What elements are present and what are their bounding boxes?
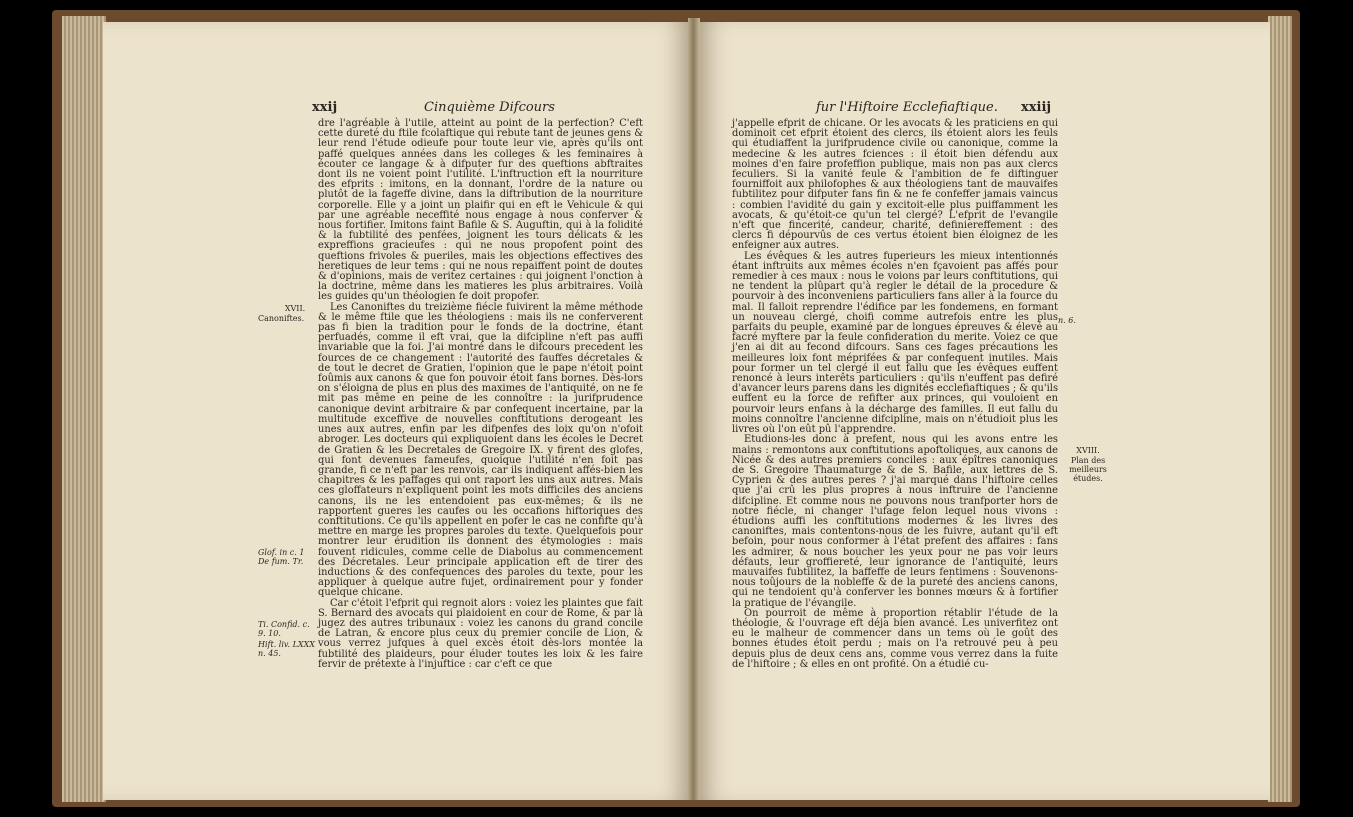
left-page-number: xxij	[312, 100, 338, 115]
left-running-title: Cinquième Difcours	[424, 100, 555, 115]
book-gutter	[688, 18, 700, 800]
right-page-number: xxiij	[1021, 100, 1052, 115]
right-paragraph-2: Les évêques & les autres fuperieurs les mieux intentionnés étant inftruits aux mêmes écoles n'en fçavoient pas affés pour remedier à ces maux : nous le voions par leurs conftitutions, qui ne tendent la plûpart qu'à regler le détail de la procedure & pourvoir à des inconveniens particuliers fans aller à la fource du mal. Il falloit reprendre l'édifice par les fondemens, en formant un nouveau clergé, choifi comme autrefois entre les plus parfaits du peuple, examiné par de longues épreuves & élevé au facré myftere par la feule confideration du merite. Voiez ce que j'en ai dit au fecond difcours. Sans ces fages précautions les meilleures loix font méprifées & par confequent inutiles. Mais pour former un tel clergé il eut fallu que les évêques euffent renoncé à leurs interêts particuliers : qu'ils n'euffent pas defiré d'avancer leurs parens dans les dignités ecclefiaftiques ; & qu'ils euffent eu la force de refifter aux princes, qui vouloient en pourvoir leurs enfans à la décharge des familles. Il eut fallu du moins connoître l'ancienne difcipline, mais on n'étudioit plus les livres où l'on eût pû l'apprendre.	[732, 250, 1059, 436]
right-margin-section-title: Plan des meilleurs études.	[1069, 456, 1107, 483]
left-text-block	[318, 119, 643, 670]
right-text-block	[732, 119, 1058, 670]
page-edges-right	[1268, 16, 1292, 802]
left-margin-hist-note: Hift. liv. LXXX n. 45.	[258, 640, 315, 658]
right-paragraph-4: On pourroit de même à proportion rétablir l'étude de la théologie, & l'ouvrage eft déja bien avancé. Les univerfitez ont eu le malheur de commencer dans un tems où le goût des bonnes études étoit perdu ; mais on l'a retrouvé peu à peu depuis plus de deux cens ans, comme vous verrez dans la fuite de l'hiftoire ; & elles en ont profité. On a étudié cu-	[732, 607, 1058, 670]
right-paragraph-3: Etudions-les donc à prefent, nous qui les avons entre les mains : remontons aux conftitutions apoftoliques, aux canons de Nicée & des autres premiers conciles : aux épîtres canoniques de S. Gregoire Thaumaturge & de S. Bafile, aux lettres de S. Cyprien & des autres peres ? j'ai marqué dans l'hiftoire celles que j'ai crû les plus propres à nous inftruire de l'ancienne difcipline. Et comme nous ne pouvons nous tranfporter hors de notre fiécle, ni changer l'ufage felon lequel nous vivons : étudions auffi les conftitutions modernes & les livres des canoniftes, mais contentons-nous de les fuivre, autant qu'il eft befoin, pour nous conformer à l'état prefent des affaires : fans les admirer, & nous boucher les yeux pour ne pas voir leurs défauts, leur groffiereté, leur ignorance de l'antiquité, leurs mauvaifes fubtilitez, la baffeffe de leurs fentimens : Souvenons-nous toûjours de la nobleffe & de la pureté des anciens canons, qui ne tendoient qu'à conferver les bonnes mœurs & à fortifier la pratique de l'évangile.	[732, 434, 1058, 609]
left-page	[103, 22, 688, 800]
right-page	[700, 22, 1270, 800]
right-margin-section: XVIII.	[1076, 446, 1100, 455]
right-paragraph-1: j'appelle efprit de chicane. Or les avocats & les praticiens en qui dominoit cet efprit étoient des clercs, ils étoient alors les feuls qui étudiaffent la jurifprudence civile ou canonique, comme la medecine & les autres fciences : il étoit bien défendu aux moines d'en faire profeffion publique, mais non pas aux clercs feculiers. Si la vanité feule & l'ambition de fe diftinguer fourniffoit aux philofophes & aux théologiens tant de mauvaifes fubtilitez pour difputer fans fin & ne fe confeffer jamais vaincus : combien l'avidité du gain y excitoit-elle plus puiffamment les avocats, & qu'étoit-ce qu'un tel clergé? L'efprit de l'evangile n'eft que fincerité, candeur, charité, definiereffement : des clercs fi dépourvûs de ces vertus étoient bien éloignez de les enfeigner aux autres.	[732, 118, 1058, 252]
page-edges-left	[62, 16, 106, 802]
left-margin-section-title: Canoniftes.	[258, 314, 305, 323]
left-paragraph-1: dre l'agréable à l'utile, atteint au point de la perfection? C'eft cette dureté du ftile fcolaftique qui rebute tant de jeunes gens & leur rend l'étude odieufe pour toute leur vie, après qu'ils ont paffé quelques années dans les colleges & les feminaires à écouter ce langage & à difputer fur des queftions abftraites dont ils ne voient point l'utilité. L'inftruction eft la nourriture des efprits : imitons, en la donnant, l'ordre de la nature ou plutôt de la fageffe divine, dans la diftribution de la nourriture corporelle. Elle y a joint un plaifir qui en eft le Vehicule & qui par une agréable neceffité nous engage à nous conferver & nous fortifier. Imitons faint Bafile & S. Auguftin, qui à la folidité & la fubtilité des penfées, joignent les tours délicats & les expreffions gracieufes : qui ne nous propofent point des queftions frivoles & pueriles, mais les objections effectives des heretiques de leur tems : qui ne nous repaiffent point de doutes & d'opinions, mais de veritez certaines : qui joignent l'onction à la doctrine, même dans les matieres les plus arbitraires. Voilà les guides qu'un théologien fe doit propofer.	[318, 118, 643, 303]
right-margin-ref: n. 6.	[1058, 316, 1076, 325]
left-margin-section: XVII.	[284, 304, 306, 313]
left-margin-gloss-note: Glof. in c. 1 De fum. Tr.	[258, 548, 305, 566]
right-running-title: fur l'Hiftoire Ecclefiaftique.	[816, 100, 998, 115]
left-paragraph-2: Les Canoniftes du treizième fiécle fuivirent la même méthode & le même ftile que les théologiens : mais ils ne conferverent pas fi bien la tradition pour le fonds de la doctrine, étant perfuadés, comme il eft vrai, que la difcipline n'eft pas auffi invariable que la foi. J'ai montré dans le difcours precedent les fources de ce changement : l'autorité des fauffes décretales & de tout le decret de Gratien, l'opinion que le pape n'étoit point foûmis aux canons & que fon pouvoir étoit fans bornes. Dès-lors on s'éloigna de plus en plus des maximes de l'antiquité, on ne fe mit pas même en peine de les connoître : la jurifprudence canonique devint arbitraire & par confequent incertaine, par la multitude exceffive de nouvelles conftitutions derogeant les unes aux autres, enfin par les difpenfes des loix qu'on n'ofoit abroger. Les docteurs qui expliquoient dans les écoles le Decret de Gratien & les Decretales de Gregoire IX. y firent des glofes, qui font devenues fameufes, quoique l'utilité n'en foit pas grande, fi ce n'eft par les renvois, car ils indiquent affés-bien les chapitres & les paffages qui ont raport les uns aux autres. Mais ces gloffateurs n'expliquent point les mots difficiles des anciens canons, ils ne les entendoient pas eux-mêmes; & ils ne rapportent gueres les caufes ou les occafions hiftoriques des conftitutions. Ce qu'ils appellent en pofer le cas ne confifte qu'à mettre en marge les propres paroles du texte. Quelquefois pour montrer leur érudition ils donnent des étymologies : mais fouvent ridicules, comme celle de Diabolus au commencement des Décretales. Leur principale application eft de tirer des inductions & des confequences des paroles du texte, pour les appliquer à quelque autre fujet, ordinairement pour y fonder quelque chicane.	[318, 301, 643, 599]
left-margin-consid-note: Ti. Confid. c. 9. 10.	[258, 620, 310, 638]
left-paragraph-3: Car c'étoit l'efprit qui regnoit alors : voiez les plaintes que fait S. Bernard des avocats qui plaidoient en cour de Rome, & par là jugez des autres tribunaux : voiez les canons du grand concile de Latran, & encore plus ceux du premier concile de Lion, & vous verrez jufques à quel excès étoit dès-lors montée la fubtilité des plaideurs, pour éluder toutes les loix & les faire fervir de prétexte à l'injuftice : car c'eft ce que	[318, 597, 643, 670]
